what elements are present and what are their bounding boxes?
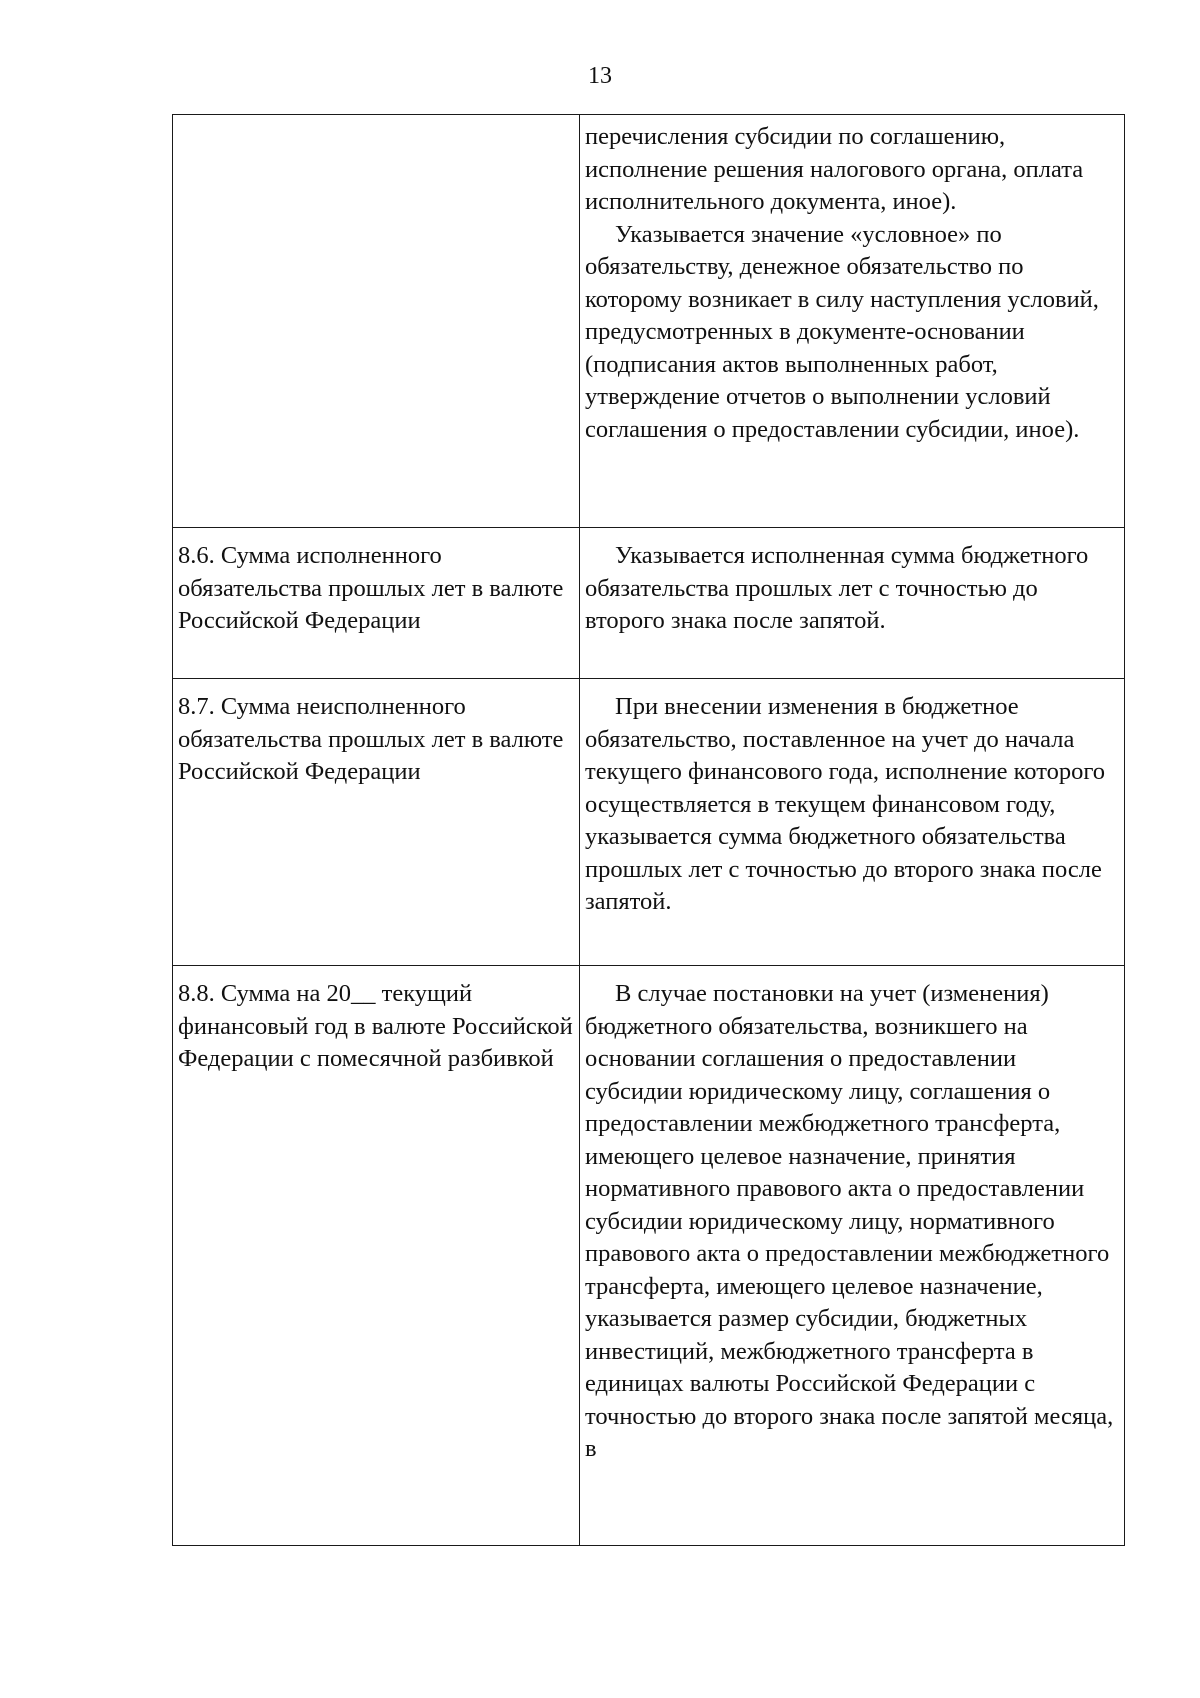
description-paragraph: В случае постановки на учет (изменения) бюджетного обязательства, возникшего на основании соглашения о предоставлении субсидии юридическому лицу, соглашения о предоставлении межбюджетного трансферта, имеющего целевое назначение, принятия нормативного правового акта о предоставлении субсидии юридическому лицу, нормативного правового акта о предоставлении межбюджетного трансферта, имеющего целевое назначение, указывается размер субсидии, бюджетных инвестиций, межбюджетного трансферта в единицах валюты Российской Федерации с точностью до второго знака после запятой месяца, в <box>585 980 1114 1462</box>
field-description-cell <box>580 966 1125 1546</box>
field-description-cell <box>580 115 1125 528</box>
field-name-cell: 8.8. Сумма на 20__ текущий финансовый год в валюте Российской Федерации с помесячной разбивкой <box>173 966 580 1546</box>
field-name-cell <box>173 115 580 528</box>
table-row <box>173 679 1125 966</box>
page-number: 13 <box>588 63 612 89</box>
document-table <box>172 114 1125 1546</box>
field-name-cell: 8.7. Сумма неисполненного обязательства прошлых лет в валюте Российской Федерации <box>173 679 580 966</box>
field-name-cell: 8.6. Сумма исполненного обязательства прошлых лет в валюте Российской Федерации <box>173 528 580 679</box>
table-row <box>173 966 1125 1546</box>
description-paragraph: При внесении изменения в бюджетное обязательство, поставленное на учет до начала текущего финансового года, исполнение которого осуществляется в текущем финансовом году, указывается сумма бюджетного обязательства прошлых лет с точностью до второго знака после запятой. <box>585 693 1106 915</box>
description-paragraph: Указывается исполненная сумма бюджетного обязательства прошлых лет с точностью до второго знака после запятой. <box>585 542 1089 634</box>
table-row <box>173 528 1125 679</box>
field-description-cell <box>580 679 1125 966</box>
description-paragraph: перечисления субсидии по соглашению, исполнение решения налогового органа, оплата исполнительного документа, иное). <box>585 123 1084 215</box>
table-row <box>173 115 1125 528</box>
field-description-cell <box>580 528 1125 679</box>
description-paragraph: Указывается значение «условное» по обязательству, денежное обязательство по которому возникает в силу наступления условий, предусмотренных в документе-основании (подписания актов выполненных работ, утверждение отчетов о выполнении условий соглашения о предоставлении субсидии, иное). <box>585 220 1099 443</box>
